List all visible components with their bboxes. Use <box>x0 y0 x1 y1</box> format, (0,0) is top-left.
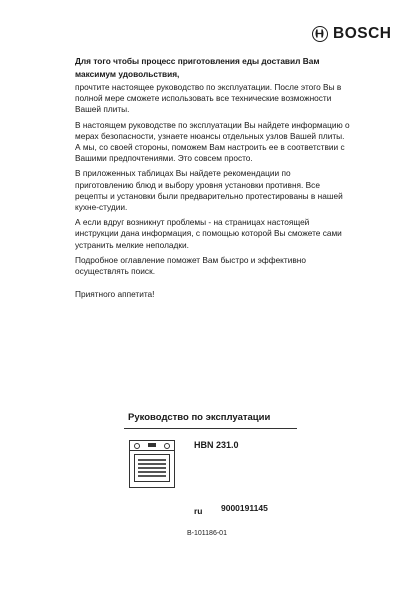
bosch-armature-icon <box>312 26 328 42</box>
model-number: HBN 231.0 <box>194 440 239 450</box>
oven-illustration <box>129 440 175 488</box>
knob-icon <box>134 443 140 449</box>
intro-paragraph-5: Подробное оглавление поможет Вам быстро и эффективно осуществлять поиск. <box>75 254 306 277</box>
intro-paragraph-1: прочтите настоящее руководство по эксплуатации. После этого Вы в полной мере сможете использовать все технические возможности Вашей плиты. <box>75 82 342 115</box>
brand-name: BOSCH <box>333 25 392 42</box>
language-code: ru <box>194 506 203 516</box>
document-id: B-101186-01 <box>187 530 227 537</box>
intro-paragraph-2: В настоящем руководстве по эксплуатации Вы найдете информацию о мерах безопасности, узнаете нюансы отдельных узлов Вашей плиты. А мы, со своей стороны, поможем Вам настроить ее в соответствии с Вашими предпочтениями. Это совсем просто. <box>75 119 350 164</box>
intro-lead: Для того чтобы процесс приготовления еды доставил Вам максимум удовольствия, <box>75 56 320 79</box>
title-divider <box>124 428 297 429</box>
intro-text <box>75 55 350 277</box>
brand-logo <box>312 25 391 43</box>
oven-door <box>134 454 170 482</box>
oven-window <box>138 459 166 477</box>
manual-title: Руководство по эксплуатации <box>128 412 271 423</box>
part-number: 9000191145 <box>221 503 268 513</box>
intro-paragraph-3: В приложенных таблицах Вы найдете рекомендации по приготовлению блюд и выбору уровня установки противня. Все рецепты и установки были предварительно протестированы в нашей кухне-студии. <box>75 168 343 213</box>
intro-paragraph-4: А если вдруг возникнут проблемы - на страницах настоящей инструкции дана информация, с помощью которой Вы сможете сами устранить мелкие неполадки. <box>75 217 342 250</box>
knob-icon <box>164 443 170 449</box>
oven-control-panel <box>130 441 174 451</box>
display-icon <box>148 443 156 447</box>
closing-line: Приятного аппетита! <box>75 289 155 299</box>
